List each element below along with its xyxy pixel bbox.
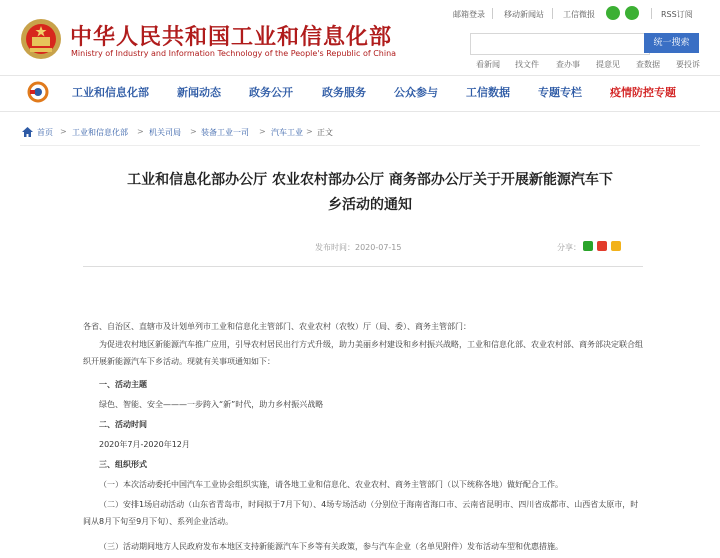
quick-link-data[interactable]: 查数据 (636, 60, 660, 69)
paragraph: 2020年7月-2020年12月 (99, 440, 190, 449)
divider (83, 266, 643, 267)
rss-link[interactable]: RSS订阅 (661, 10, 693, 19)
section-heading: 三、组织形式 (99, 460, 147, 469)
divider (651, 8, 652, 19)
divider (492, 8, 493, 19)
quick-link-feedback[interactable]: 提意见 (596, 60, 620, 69)
paragraph: （一）本次活动委托中国汽车工业协会组织实施，请各地工业和信息化、农业农村、商务主管部门（以下统称各地）做好配合工作。 (99, 480, 563, 489)
qq-share-icon[interactable] (611, 241, 621, 251)
nav-special-topics[interactable]: 专题专栏 (538, 86, 582, 99)
home-icon (22, 127, 33, 137)
search-input[interactable] (470, 33, 650, 55)
search-button[interactable]: 统一搜索 (644, 33, 699, 53)
nav-epidemic[interactable]: 疫情防控专题 (610, 86, 676, 99)
breadcrumb-separator: > (137, 127, 144, 136)
nav-miit[interactable]: 工业和信息化部 (72, 86, 149, 99)
paragraph: 绿色、智能、安全———一步跨入“新”时代，助力乡村振兴战略 (99, 400, 324, 409)
divider (20, 145, 700, 146)
divider (552, 8, 553, 19)
home-logo-icon[interactable] (27, 81, 49, 103)
article-title (100, 168, 640, 218)
article-title-line: 工业和信息化部办公厅 农业农村部办公厅 商务部办公厅关于开展新能源汽车下 (127, 172, 613, 188)
national-emblem-icon (20, 18, 62, 60)
divider (0, 75, 720, 76)
publish-date: 发布时间：2020-07-15 (315, 243, 402, 252)
mail-login-link[interactable]: 邮箱登录 (453, 10, 485, 19)
breadcrumb-miit[interactable]: 工业和信息化部 (72, 128, 128, 137)
breadcrumb-separator: > (190, 127, 197, 136)
paragraph: 为促进农村地区新能源汽车推广应用，引导农村居民出行方式升级，助力美丽乡村建设和乡村振兴战略，工业和信息化部、农业农村部、商务部决定联合组织开展新能源汽车下乡活动。现就有关事项通知如下： (83, 340, 643, 366)
breadcrumb-departments[interactable]: 机关司局 (149, 128, 181, 137)
nav-gov-affairs[interactable]: 政务公开 (249, 86, 293, 99)
article-title-line: 乡活动的通知 (328, 197, 412, 213)
divider (0, 111, 720, 112)
breadcrumb-separator: > (60, 127, 67, 136)
nav-news[interactable]: 新闻动态 (177, 86, 221, 99)
wechat-icon[interactable] (625, 6, 639, 20)
nav-gov-services[interactable]: 政务服务 (322, 86, 366, 99)
breadcrumb-auto-industry[interactable]: 汽车工业 (271, 128, 303, 137)
share-label: 分享： (557, 243, 581, 252)
breadcrumb-separator: > (259, 127, 266, 136)
breadcrumb-home[interactable]: 首页 (37, 128, 53, 137)
weibo-share-icon[interactable] (597, 241, 607, 251)
nav-public-participation[interactable]: 公众参与 (394, 86, 438, 99)
paragraph: （三）活动期间地方人民政府发布本地区支持新能源汽车下乡等有关政策，参与汽车企业（名单见附件）发布活动车型和优惠措施。 (99, 542, 563, 551)
breadcrumb-separator: > (306, 127, 313, 136)
quick-link-services[interactable]: 查办事 (556, 60, 580, 69)
quick-link-news[interactable]: 看新闻 (476, 60, 500, 69)
quick-link-complaint[interactable]: 要投诉 (676, 60, 700, 69)
breadcrumb-equipment-dept[interactable]: 装备工业一司 (201, 128, 249, 137)
site-title[interactable]: 中华人民共和国工业和信息化部 (70, 25, 393, 50)
mobile-news-link[interactable]: 移动新闻站 (504, 10, 544, 19)
breadcrumb-current: 正文 (317, 128, 333, 137)
weibo-icon[interactable] (606, 6, 620, 20)
wechat-share-icon[interactable] (583, 241, 593, 251)
site-subtitle-en: Ministry of Industry and Information Technology of the People's Republic of China (71, 49, 397, 58)
section-heading: 二、活动时间 (99, 420, 147, 429)
wechat-brief-link[interactable]: 工信微报 (563, 10, 595, 19)
paragraph: 各省、自治区、直辖市及计划单列市工业和信息化主管部门、农业农村（农牧）厅（局、委）、商务主管部门： (83, 322, 471, 331)
section-heading: 一、活动主题 (99, 380, 147, 389)
quick-link-files[interactable]: 找文件 (515, 60, 539, 69)
paragraph: （二）安排1场启动活动（山东省青岛市，时间拟于7月下旬）、4场专场活动（分别位于海南省海口市、云南省昆明市、四川省成都市、山西省太原市，时间从8月下旬至9月下旬）、系列企业活动。 (83, 500, 639, 526)
nav-data[interactable]: 工信数据 (466, 86, 510, 99)
